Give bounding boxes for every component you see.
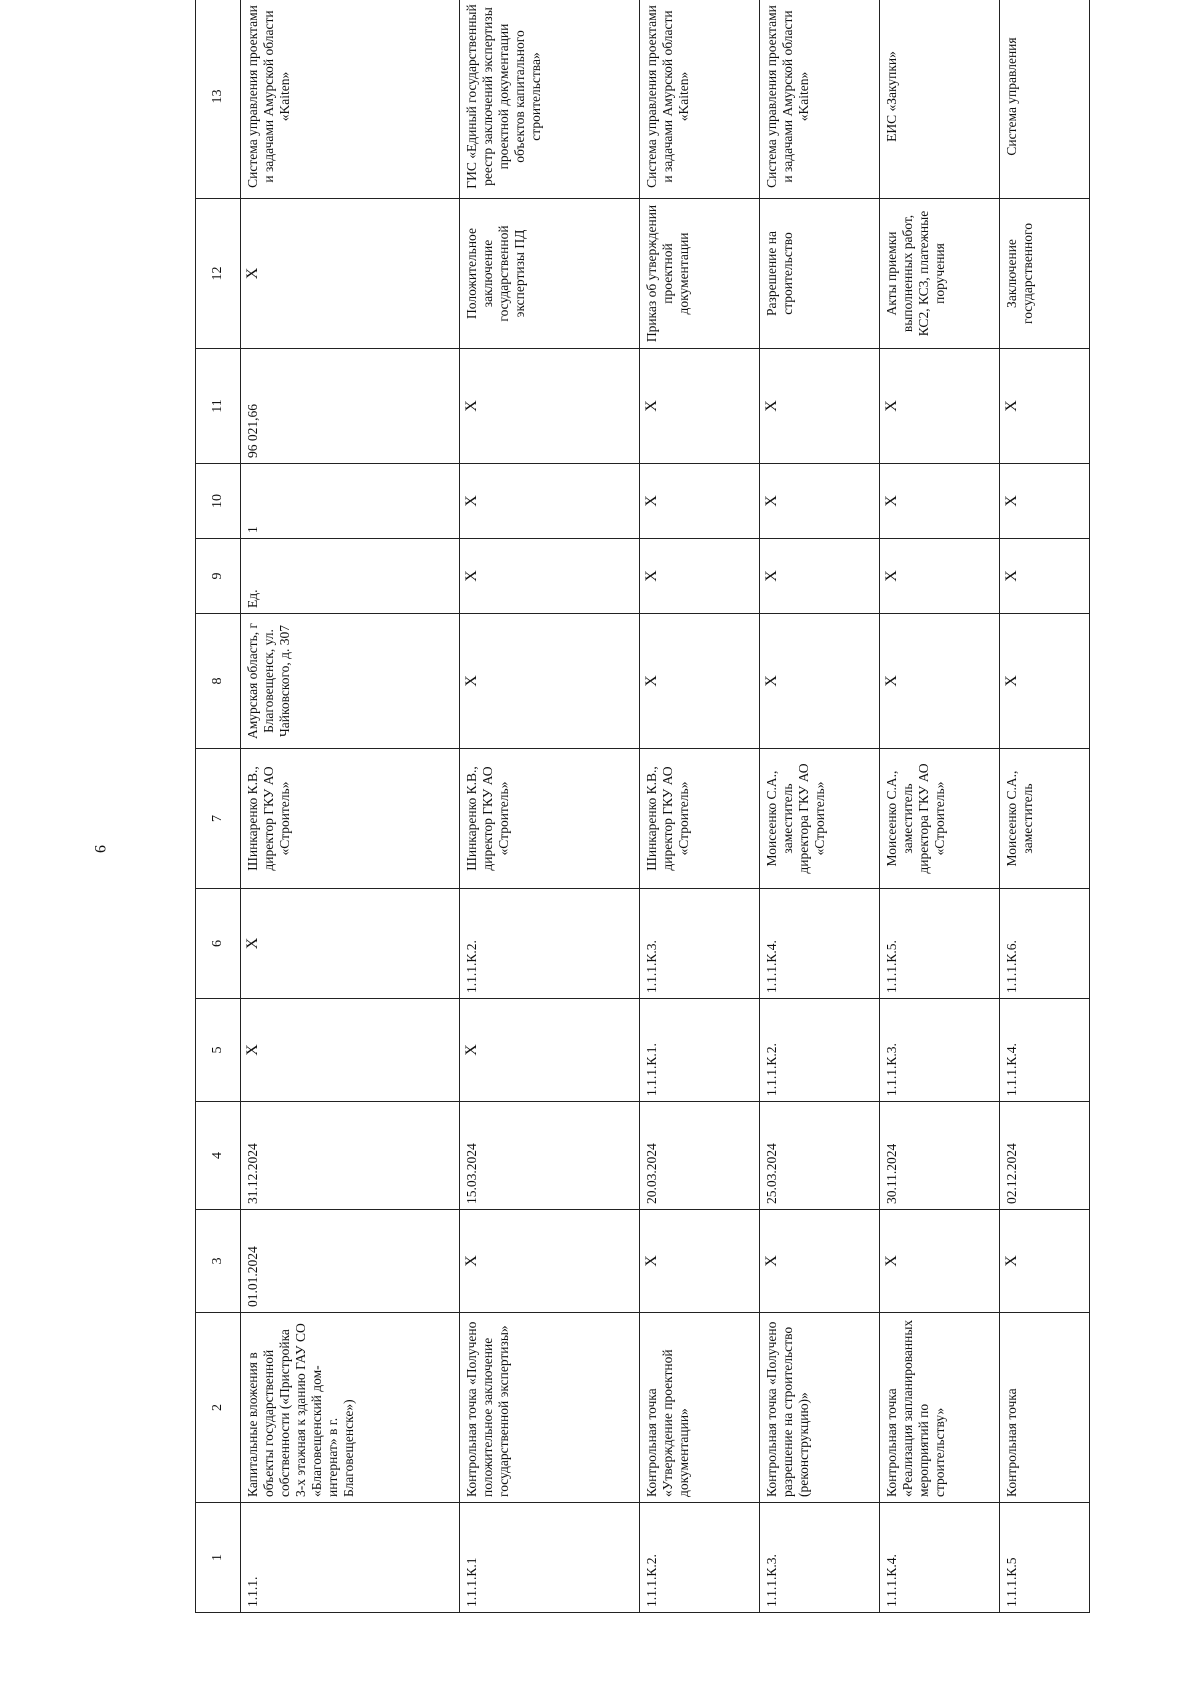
table-row: [241, 0, 460, 1613]
table-row: [760, 0, 880, 1613]
cell-col-1: 1.1.1.К.4.: [880, 1503, 1000, 1613]
cell-col-8: Амурская область, г Благовещенск, ул. Чайковского, д. 307: [241, 614, 460, 749]
cell-col-6: 1.1.1.К.6.: [1000, 889, 1090, 999]
cell-col-9: X: [639, 539, 759, 614]
cell-col-7: Шинкаренко К.В., директор ГКУ АО «Строитель»: [459, 749, 639, 889]
cell-col-11: X: [1000, 349, 1090, 464]
cell-col-9: X: [1000, 539, 1090, 614]
cell-col-13: Система управления проектами и задачами Амурской области «Kaiten»: [760, 0, 880, 199]
cell-col-12: Заключение государственного: [1000, 199, 1090, 349]
cell-col-5: 1.1.1.К.3.: [880, 999, 1000, 1102]
cell-col-12: Положительное заключение государственной экспертизы ПД: [459, 199, 639, 349]
cell-col-13: ГИС «Единый государственный реестр заключений экспертизы проектной документации объектов капитального строительства»: [459, 0, 639, 199]
column-header-10: 10: [196, 464, 241, 539]
column-header-12: 12: [196, 199, 241, 349]
cell-col-12: Разрешение на строительство: [760, 199, 880, 349]
cell-col-2: Контрольная точка «Получено разрешение на строительство (реконструкцию)»: [760, 1313, 880, 1503]
cell-col-13: Система управления: [1000, 0, 1090, 199]
cell-col-1: 1.1.1.К.1: [459, 1503, 639, 1613]
cell-col-6: 1.1.1.К.2.: [459, 889, 639, 999]
cell-col-4: 02.12.2024: [1000, 1102, 1090, 1210]
control-points-table: [195, 0, 1090, 1613]
cell-col-10: X: [880, 464, 1000, 539]
cell-col-1: 1.1.1.К.2.: [639, 1503, 759, 1613]
cell-col-1: 1.1.1.К.3.: [760, 1503, 880, 1613]
cell-col-5: 1.1.1.К.2.: [760, 999, 880, 1102]
cell-col-5: 1.1.1.К.1.: [639, 999, 759, 1102]
cell-col-4: 20.03.2024: [639, 1102, 759, 1210]
cell-col-11: X: [880, 349, 1000, 464]
cell-col-2: Контрольная точка: [1000, 1313, 1090, 1503]
cell-col-6: 1.1.1.К.3.: [639, 889, 759, 999]
cell-col-9: X: [760, 539, 880, 614]
cell-col-3: X: [459, 1210, 639, 1313]
table-body: [241, 0, 1090, 1613]
cell-col-4: 15.03.2024: [459, 1102, 639, 1210]
column-header-9: 9: [196, 539, 241, 614]
page-number: 9: [91, 845, 108, 853]
cell-col-3: X: [760, 1210, 880, 1313]
cell-col-4: 31.12.2024: [241, 1102, 460, 1210]
cell-col-5: X: [241, 999, 460, 1102]
cell-col-7: Моисеенко С.А., заместитель: [1000, 749, 1090, 889]
cell-col-7: Шинкаренко К.В., директор ГКУ АО «Строитель»: [241, 749, 460, 889]
cell-col-12: X: [241, 199, 460, 349]
cell-col-13: Система управления проектами и задачами Амурской области «Kaiten»: [241, 0, 460, 199]
table-row: [639, 0, 759, 1613]
cell-col-11: X: [760, 349, 880, 464]
cell-col-2: Контрольная точка «Получено положительное заключение государственной экспертизы»: [459, 1313, 639, 1503]
cell-col-8: X: [639, 614, 759, 749]
cell-col-5: X: [459, 999, 639, 1102]
cell-col-3: 01.01.2024: [241, 1210, 460, 1313]
cell-col-3: X: [639, 1210, 759, 1313]
cell-col-10: 1: [241, 464, 460, 539]
cell-col-10: X: [1000, 464, 1090, 539]
column-header-4: 4: [196, 1102, 241, 1210]
cell-col-8: X: [880, 614, 1000, 749]
column-header-5: 5: [196, 999, 241, 1102]
cell-col-7: Моисеенко С.А., заместитель директора ГКУ АО «Строитель»: [760, 749, 880, 889]
cell-col-1: 1.1.1.К.5: [1000, 1503, 1090, 1613]
cell-col-11: 96 021,66: [241, 349, 460, 464]
cell-col-6: X: [241, 889, 460, 999]
cell-col-2: Контрольная точка «Утверждение проектной документации»: [639, 1313, 759, 1503]
cell-col-4: 30.11.2024: [880, 1102, 1000, 1210]
cell-col-13: Система управления проектами и задачами Амурской области «Kaiten»: [639, 0, 759, 199]
column-header-1: 1: [196, 1503, 241, 1613]
table-container: [195, 4, 1090, 1613]
column-header-13: 13: [196, 0, 241, 199]
cell-col-1: 1.1.1.: [241, 1503, 460, 1613]
cell-col-8: X: [1000, 614, 1090, 749]
cell-col-2: Капитальные вложения в объекты государственной собственности («Пристройка 3-х этажная к зданию ГАУ СО «Благовещенский дом-интернат» в г. Благовещенске»): [241, 1313, 460, 1503]
cell-col-13: ЕИС «Закупки»: [880, 0, 1000, 199]
cell-col-8: X: [760, 614, 880, 749]
cell-col-9: X: [459, 539, 639, 614]
cell-col-8: X: [459, 614, 639, 749]
column-header-2: 2: [196, 1313, 241, 1503]
cell-col-10: X: [459, 464, 639, 539]
cell-col-3: X: [880, 1210, 1000, 1313]
cell-col-11: X: [639, 349, 759, 464]
column-header-11: 11: [196, 349, 241, 464]
cell-col-11: X: [459, 349, 639, 464]
cell-col-12: Приказ об утверждении проектной документации: [639, 199, 759, 349]
header-row: [196, 0, 241, 1613]
table-row: [880, 0, 1000, 1613]
cell-col-2: Контрольная точка «Реализация запланированных мероприятий по строительству»: [880, 1313, 1000, 1503]
cell-col-10: X: [760, 464, 880, 539]
cell-col-4: 25.03.2024: [760, 1102, 880, 1210]
cell-col-6: 1.1.1.К.4.: [760, 889, 880, 999]
cell-col-7: Моисеенко С.А., заместитель директора ГКУ АО «Строитель»: [880, 749, 1000, 889]
rotated-table-frame: [195, 4, 1090, 1613]
table-row: [1000, 0, 1090, 1613]
cell-col-7: Шинкаренко К.В., директор ГКУ АО «Строитель»: [639, 749, 759, 889]
cell-col-10: X: [639, 464, 759, 539]
cell-col-5: 1.1.1.К.4.: [1000, 999, 1090, 1102]
cell-col-12: Акты приемки выполненных работ, КС2, КС3, платежные поручения: [880, 199, 1000, 349]
cell-col-9: X: [880, 539, 1000, 614]
cell-col-9: Ед.: [241, 539, 460, 614]
table-row: [459, 0, 639, 1613]
column-header-8: 8: [196, 614, 241, 749]
cell-col-6: 1.1.1.К.5.: [880, 889, 1000, 999]
column-header-3: 3: [196, 1210, 241, 1313]
cell-col-3: X: [1000, 1210, 1090, 1313]
column-header-6: 6: [196, 889, 241, 999]
column-header-7: 7: [196, 749, 241, 889]
